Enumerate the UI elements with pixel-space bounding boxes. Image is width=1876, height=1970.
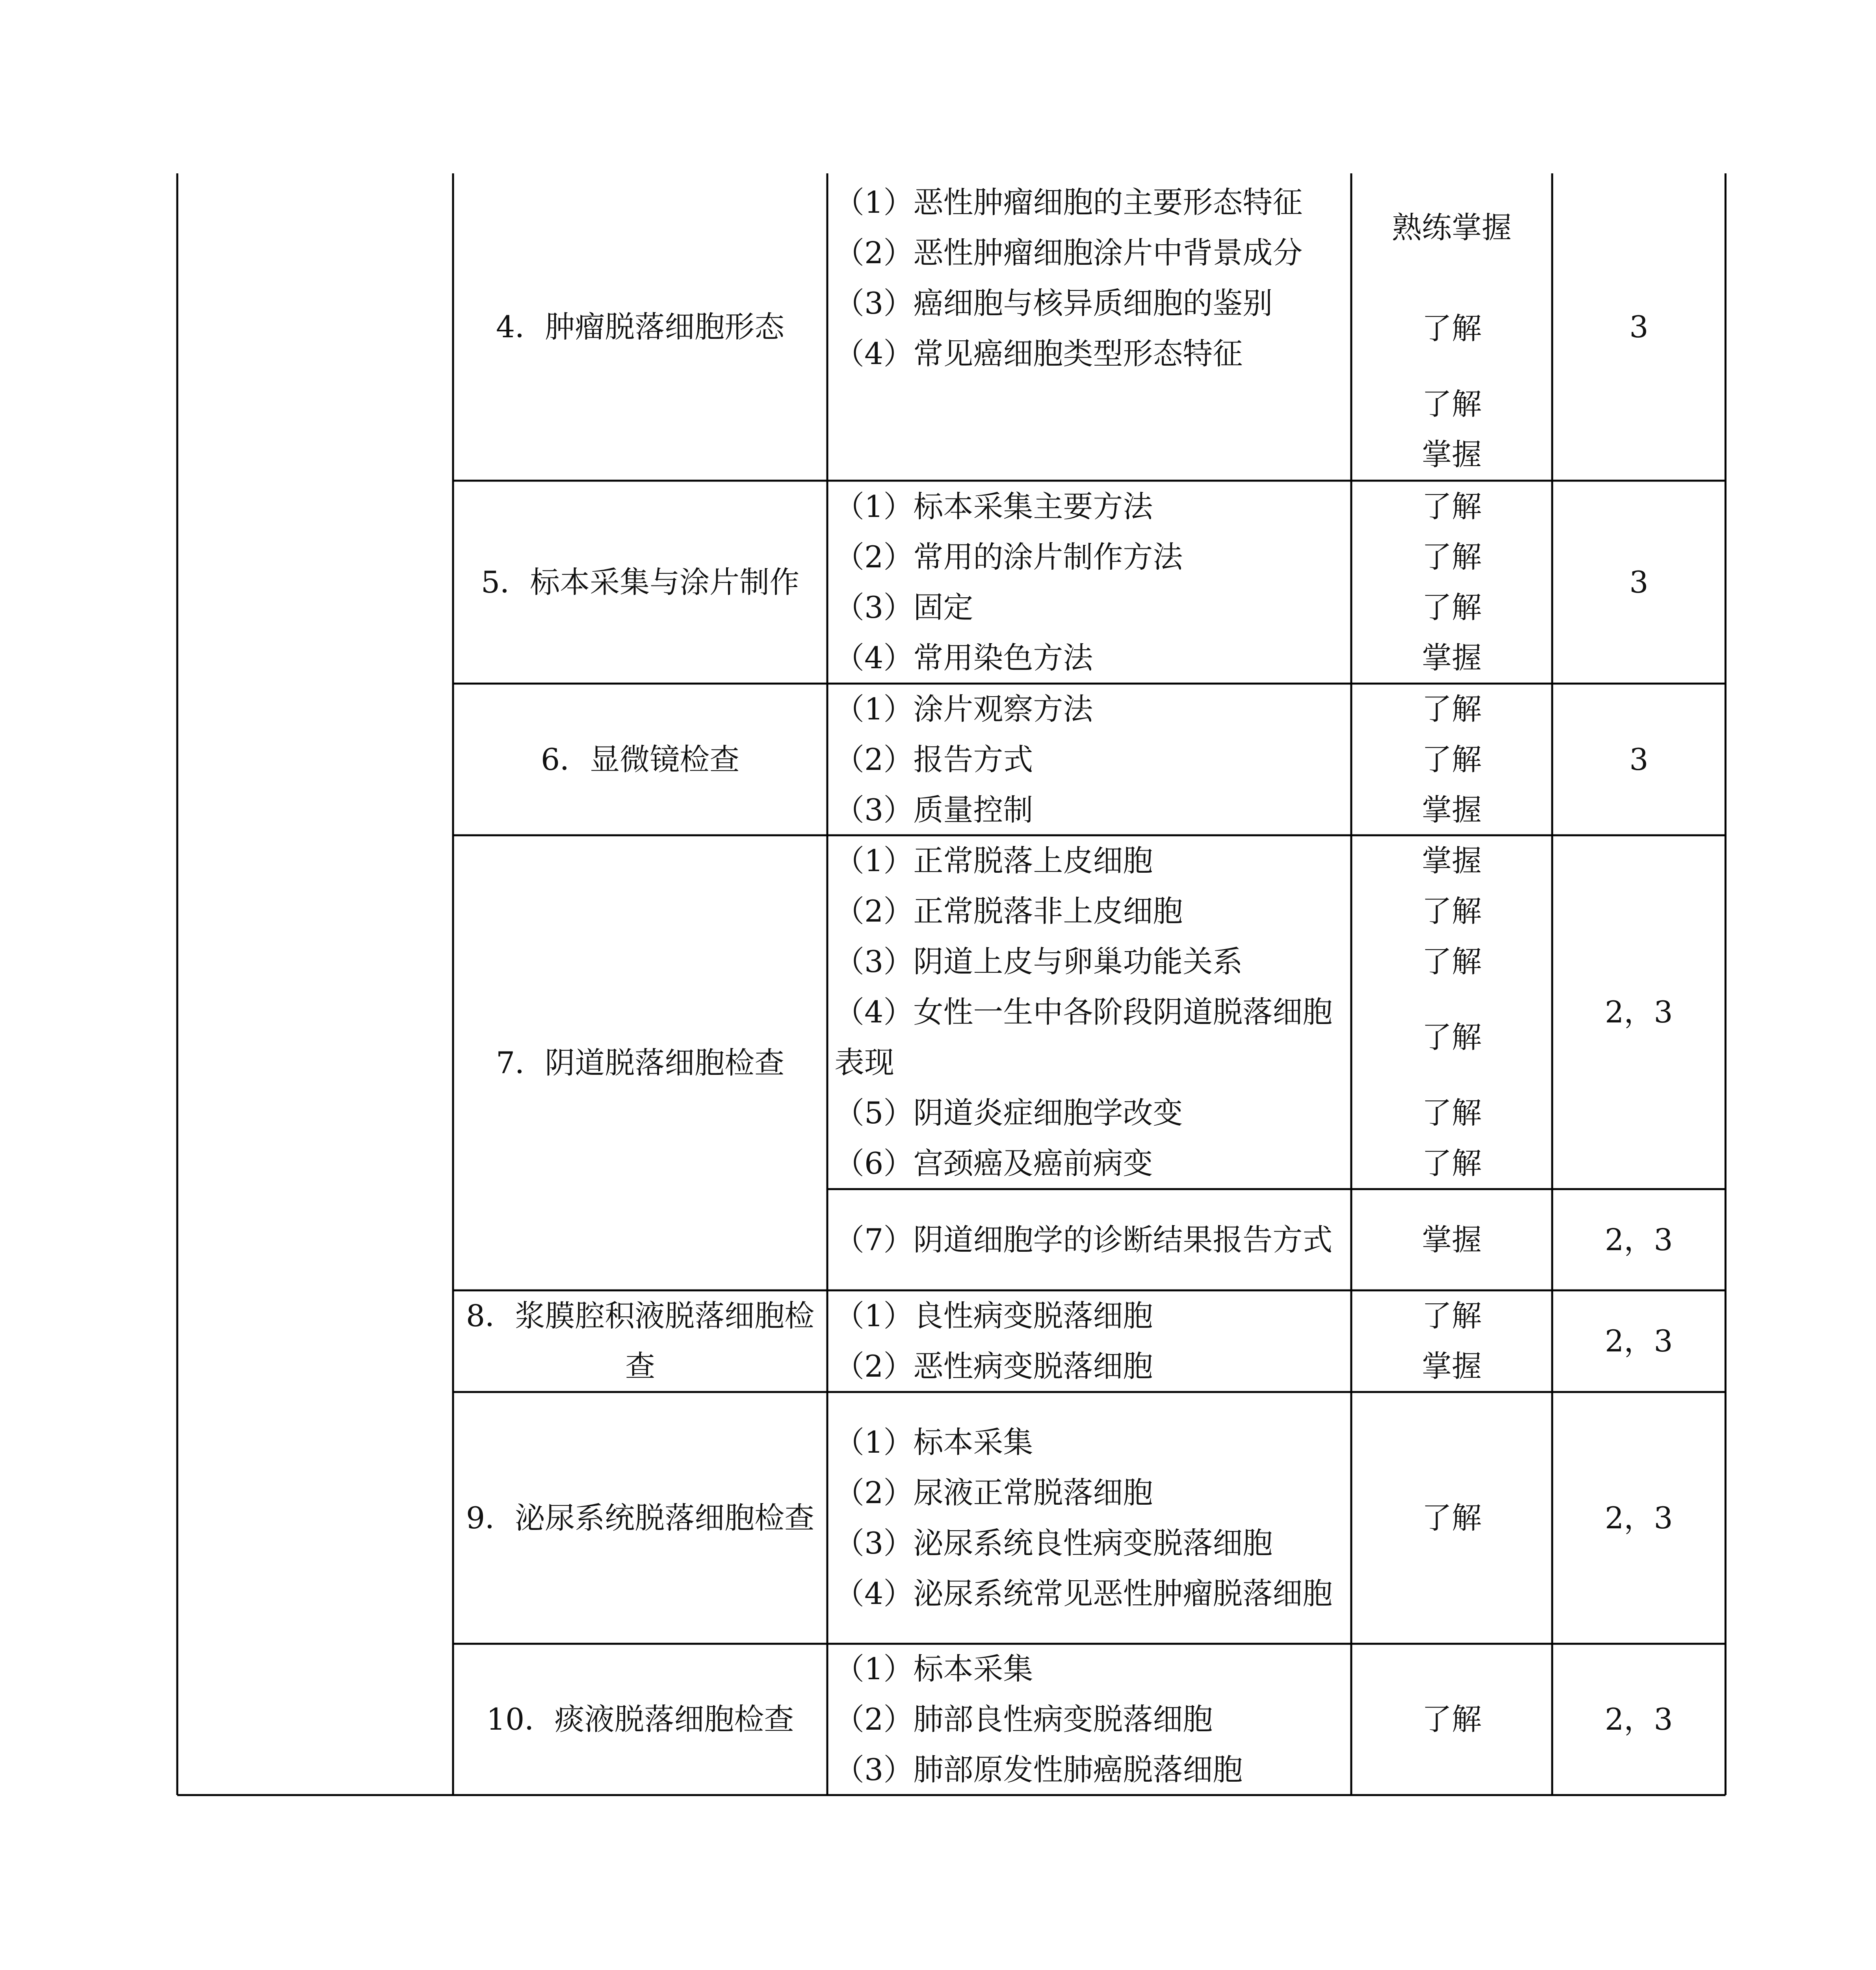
list-item: （4）女性一生中各阶段阴道脱落细胞表现 — [834, 994, 1333, 1080]
section-7-hours: 2，3 — [1605, 994, 1673, 1030]
section-4-hours: 3 — [1629, 309, 1649, 344]
list-item: （1）标本采集主要方法 — [834, 489, 1153, 524]
list-item: （2）报告方式 — [834, 742, 1033, 777]
section-8-items — [827, 1290, 1351, 1392]
section-9-title: 9．泌尿系统脱落细胞检查 — [466, 1500, 815, 1535]
section-10-hours: 2，3 — [1605, 1702, 1673, 1737]
section-9-requirements: 了解 — [1422, 1500, 1482, 1535]
list-item: （6）宫颈癌及癌前病变 — [834, 1146, 1153, 1181]
section-7-items — [827, 835, 1351, 1189]
list-item: （1）标本采集 — [834, 1424, 1033, 1460]
list-item: （3）质量控制 — [834, 792, 1033, 827]
section-9-hours: 2，3 — [1605, 1500, 1673, 1535]
list-item: （1）标本采集 — [834, 1651, 1033, 1686]
list-item: （1）涂片观察方法 — [834, 691, 1093, 727]
list-item: （2）恶性肿瘤细胞涂片中背景成分 — [834, 235, 1303, 270]
section-4-items — [827, 177, 1351, 481]
section-5-title: 5．标本采集与涂片制作 — [481, 564, 800, 600]
section-4-requirements: 熟练掌握 了解 了解 掌握 — [1392, 210, 1512, 472]
section-5-items — [827, 481, 1351, 684]
section-10-title: 10．痰液脱落细胞检查 — [486, 1702, 794, 1737]
section-7-extra-hours: 2，3 — [1605, 1222, 1673, 1257]
list-item: （2）正常脱落非上皮细胞 — [834, 894, 1183, 929]
section-4-title: 4．肿瘤脱落细胞形态 — [496, 309, 785, 344]
list-item: （2）肺部良性病变脱落细胞 — [834, 1702, 1213, 1737]
section-9-items — [827, 1392, 1351, 1644]
section-8-hours: 2，3 — [1605, 1323, 1673, 1359]
section-8-title: 8．浆膜腔积液脱落细胞检查 — [466, 1298, 815, 1384]
list-item: （4）常用染色方法 — [834, 640, 1093, 675]
section-10-requirements: 了解 — [1422, 1702, 1482, 1737]
section-6-title: 6．显微镜检查 — [541, 742, 740, 777]
section-7-title: 7．阴道脱落细胞检查 — [496, 1045, 785, 1080]
list-item: （2）恶性病变脱落细胞 — [834, 1349, 1153, 1384]
section-10-items — [827, 1644, 1351, 1795]
section-7-extra-item — [827, 1189, 1351, 1290]
list-item: （4）泌尿系统常见恶性肿瘤脱落细胞 — [834, 1576, 1333, 1611]
section-8-requirements: 了解 掌握 — [1422, 1298, 1482, 1384]
list-item: （5）阴道炎症细胞学改变 — [834, 1095, 1183, 1130]
section-5-requirements: 了解 了解 了解 掌握 — [1422, 489, 1482, 675]
list-item: （3）泌尿系统良性病变脱落细胞 — [834, 1525, 1273, 1561]
section-6-requirements: 了解 了解 掌握 — [1422, 691, 1482, 827]
list-item: （1）恶性肿瘤细胞的主要形态特征 — [834, 185, 1303, 220]
section-7-extra-requirement: 掌握 — [1422, 1222, 1482, 1257]
list-item: （1）正常脱落上皮细胞 — [834, 843, 1153, 878]
list-item: （1）良性病变脱落细胞 — [834, 1298, 1153, 1333]
section-7-requirements: 掌握 了解 了解 了解 了解 了解 — [1422, 843, 1482, 1181]
list-item: （2）尿液正常脱落细胞 — [834, 1475, 1153, 1510]
section-6-items — [827, 684, 1351, 835]
list-item: （3）肺部原发性肺癌脱落细胞 — [834, 1752, 1243, 1787]
list-item: （2）常用的涂片制作方法 — [834, 539, 1183, 574]
list-item: （4）常见癌细胞类型形态特征 — [834, 336, 1243, 371]
section-6-hours: 3 — [1629, 742, 1649, 777]
list-item: （3）阴道上皮与卵巢功能关系 — [834, 944, 1243, 979]
list-item: （3）固定 — [834, 589, 973, 625]
list-item: （3）癌细胞与核异质细胞的鉴别 — [834, 286, 1273, 321]
section-5-hours: 3 — [1629, 564, 1649, 600]
list-item: （7）阴道细胞学的诊断结果报告方式 — [834, 1222, 1333, 1257]
